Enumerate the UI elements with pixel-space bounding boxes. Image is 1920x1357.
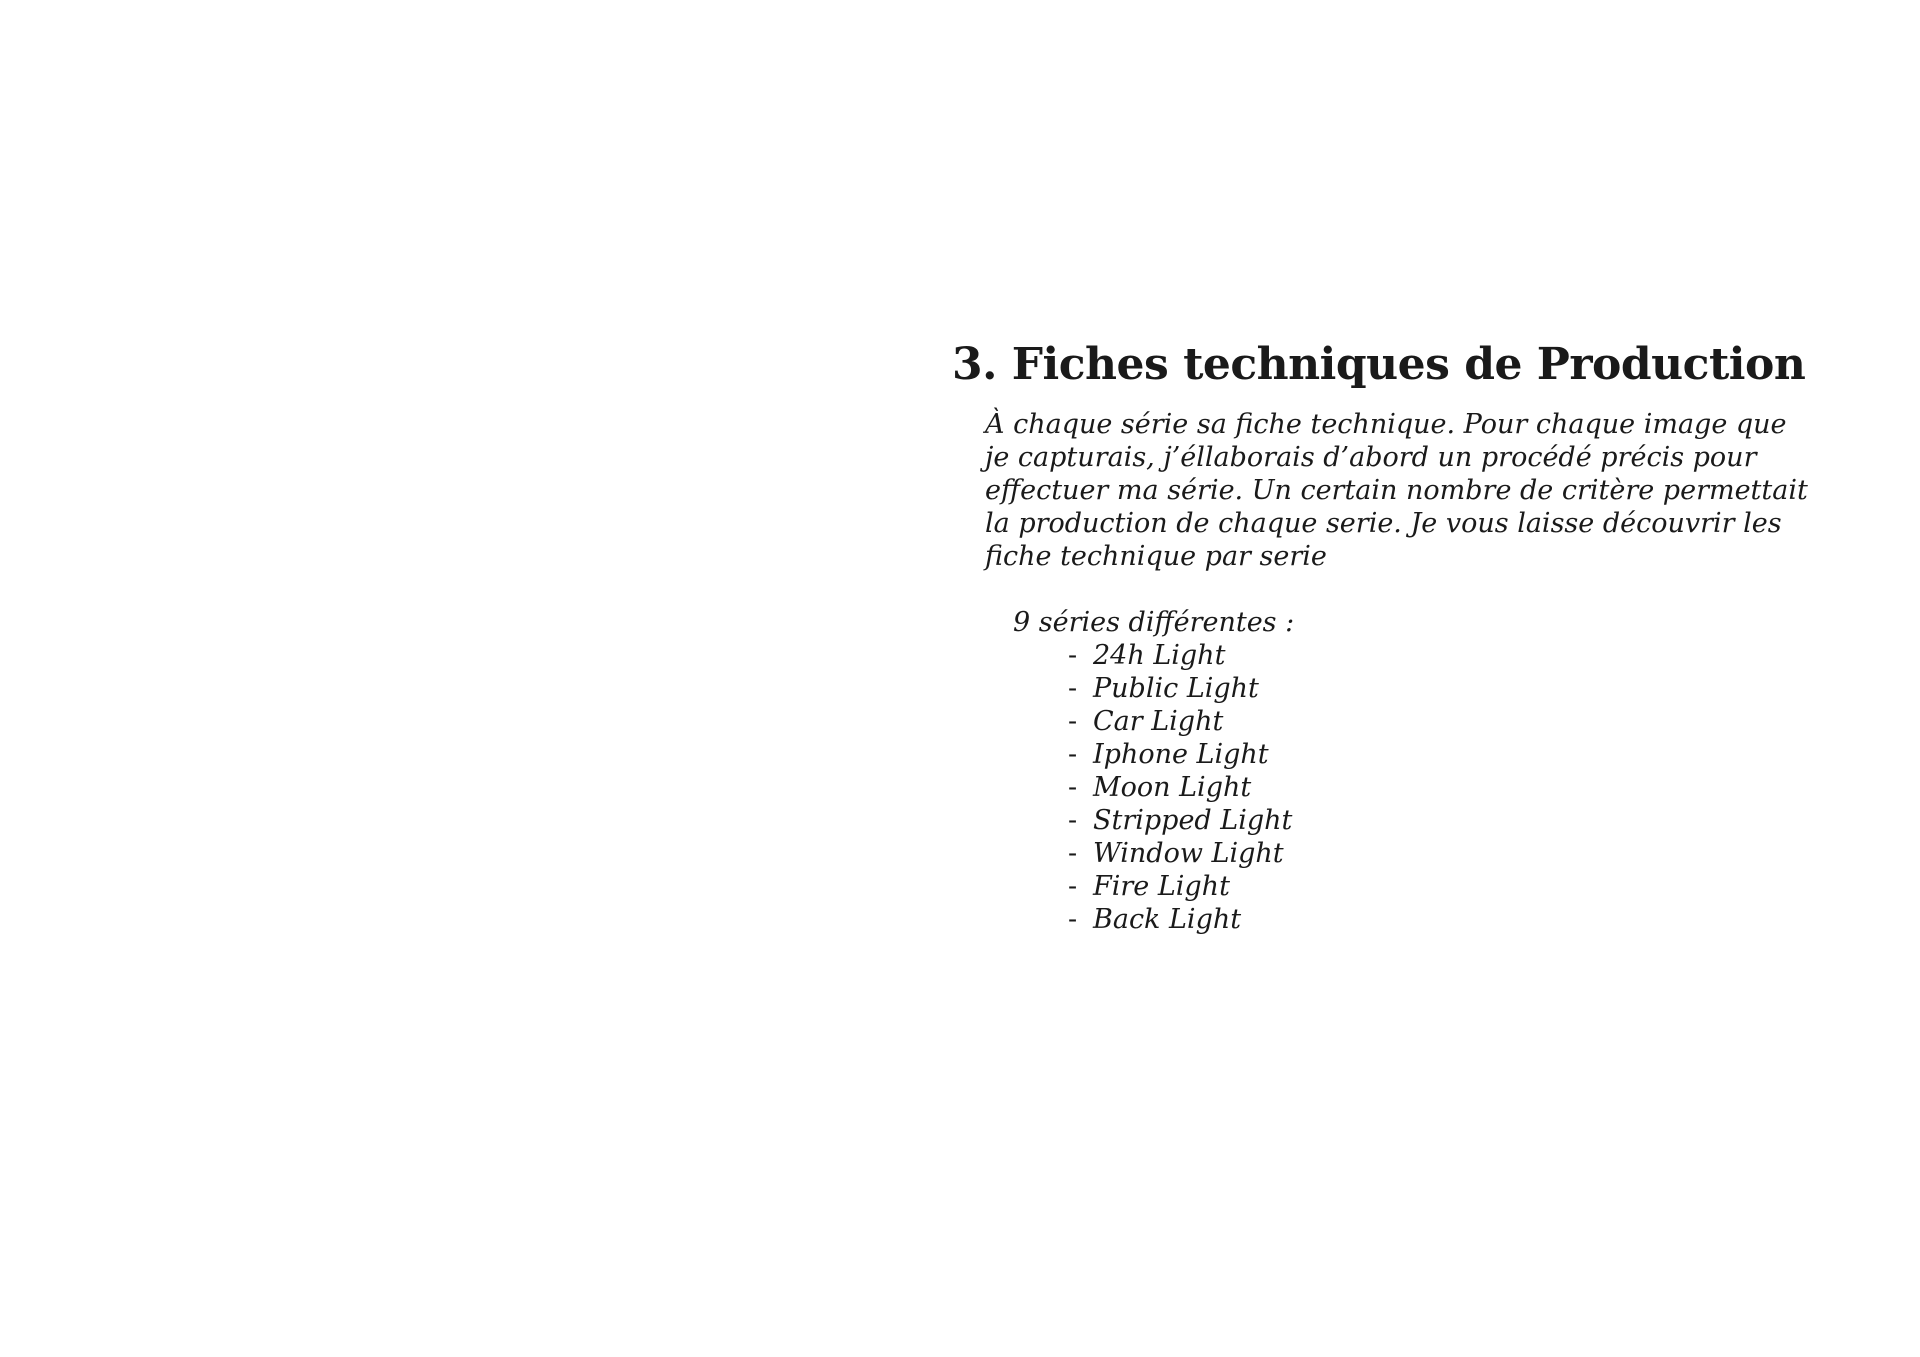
- intro-line: je capturais, j’éllaborais d’abord un procédé précis pour: [985, 442, 1757, 473]
- series-name: Stripped Light: [1093, 805, 1293, 836]
- bullet-dash: -: [1068, 805, 1078, 836]
- series-name: Moon Light: [1093, 772, 1252, 803]
- intro-line: effectuer ma série. Un certain nombre de critère permettait: [985, 475, 1808, 506]
- section-title: 3. Fiches techniques de Production: [952, 339, 1806, 390]
- list-item: [1068, 705, 1852, 738]
- bullet-dash: -: [1068, 739, 1078, 770]
- bullet-dash: -: [1068, 673, 1078, 704]
- series-list: [1013, 639, 1852, 936]
- list-item: [1068, 639, 1852, 672]
- bullet-dash: -: [1068, 904, 1078, 935]
- series-name: Window Light: [1093, 838, 1284, 869]
- series-name: Back Light: [1093, 904, 1242, 935]
- intro-paragraph: [985, 408, 1845, 573]
- series-block: [1013, 606, 1852, 936]
- series-name: Car Light: [1093, 706, 1224, 737]
- series-name: Fire Light: [1093, 871, 1230, 902]
- list-item: [1068, 804, 1852, 837]
- list-item: [1068, 672, 1852, 705]
- series-list-heading: 9 séries différentes :: [1013, 607, 1295, 638]
- intro-line: À chaque série sa fiche technique. Pour chaque image que: [985, 409, 1787, 440]
- list-item: [1068, 738, 1852, 771]
- bullet-dash: -: [1068, 706, 1078, 737]
- bullet-dash: -: [1068, 871, 1078, 902]
- series-name: Iphone Light: [1093, 739, 1269, 770]
- list-item: [1068, 837, 1852, 870]
- bullet-dash: -: [1068, 838, 1078, 869]
- list-item: [1068, 870, 1852, 903]
- list-item: [1068, 771, 1852, 804]
- bullet-dash: -: [1068, 640, 1078, 671]
- series-name: 24h Light: [1093, 640, 1226, 671]
- series-name: Public Light: [1093, 673, 1259, 704]
- production-section: [952, 338, 1852, 936]
- bullet-dash: -: [1068, 772, 1078, 803]
- intro-line: la production de chaque serie. Je vous laisse découvrir les: [985, 508, 1782, 539]
- intro-line: fiche technique par serie: [985, 541, 1327, 572]
- list-item: [1068, 903, 1852, 936]
